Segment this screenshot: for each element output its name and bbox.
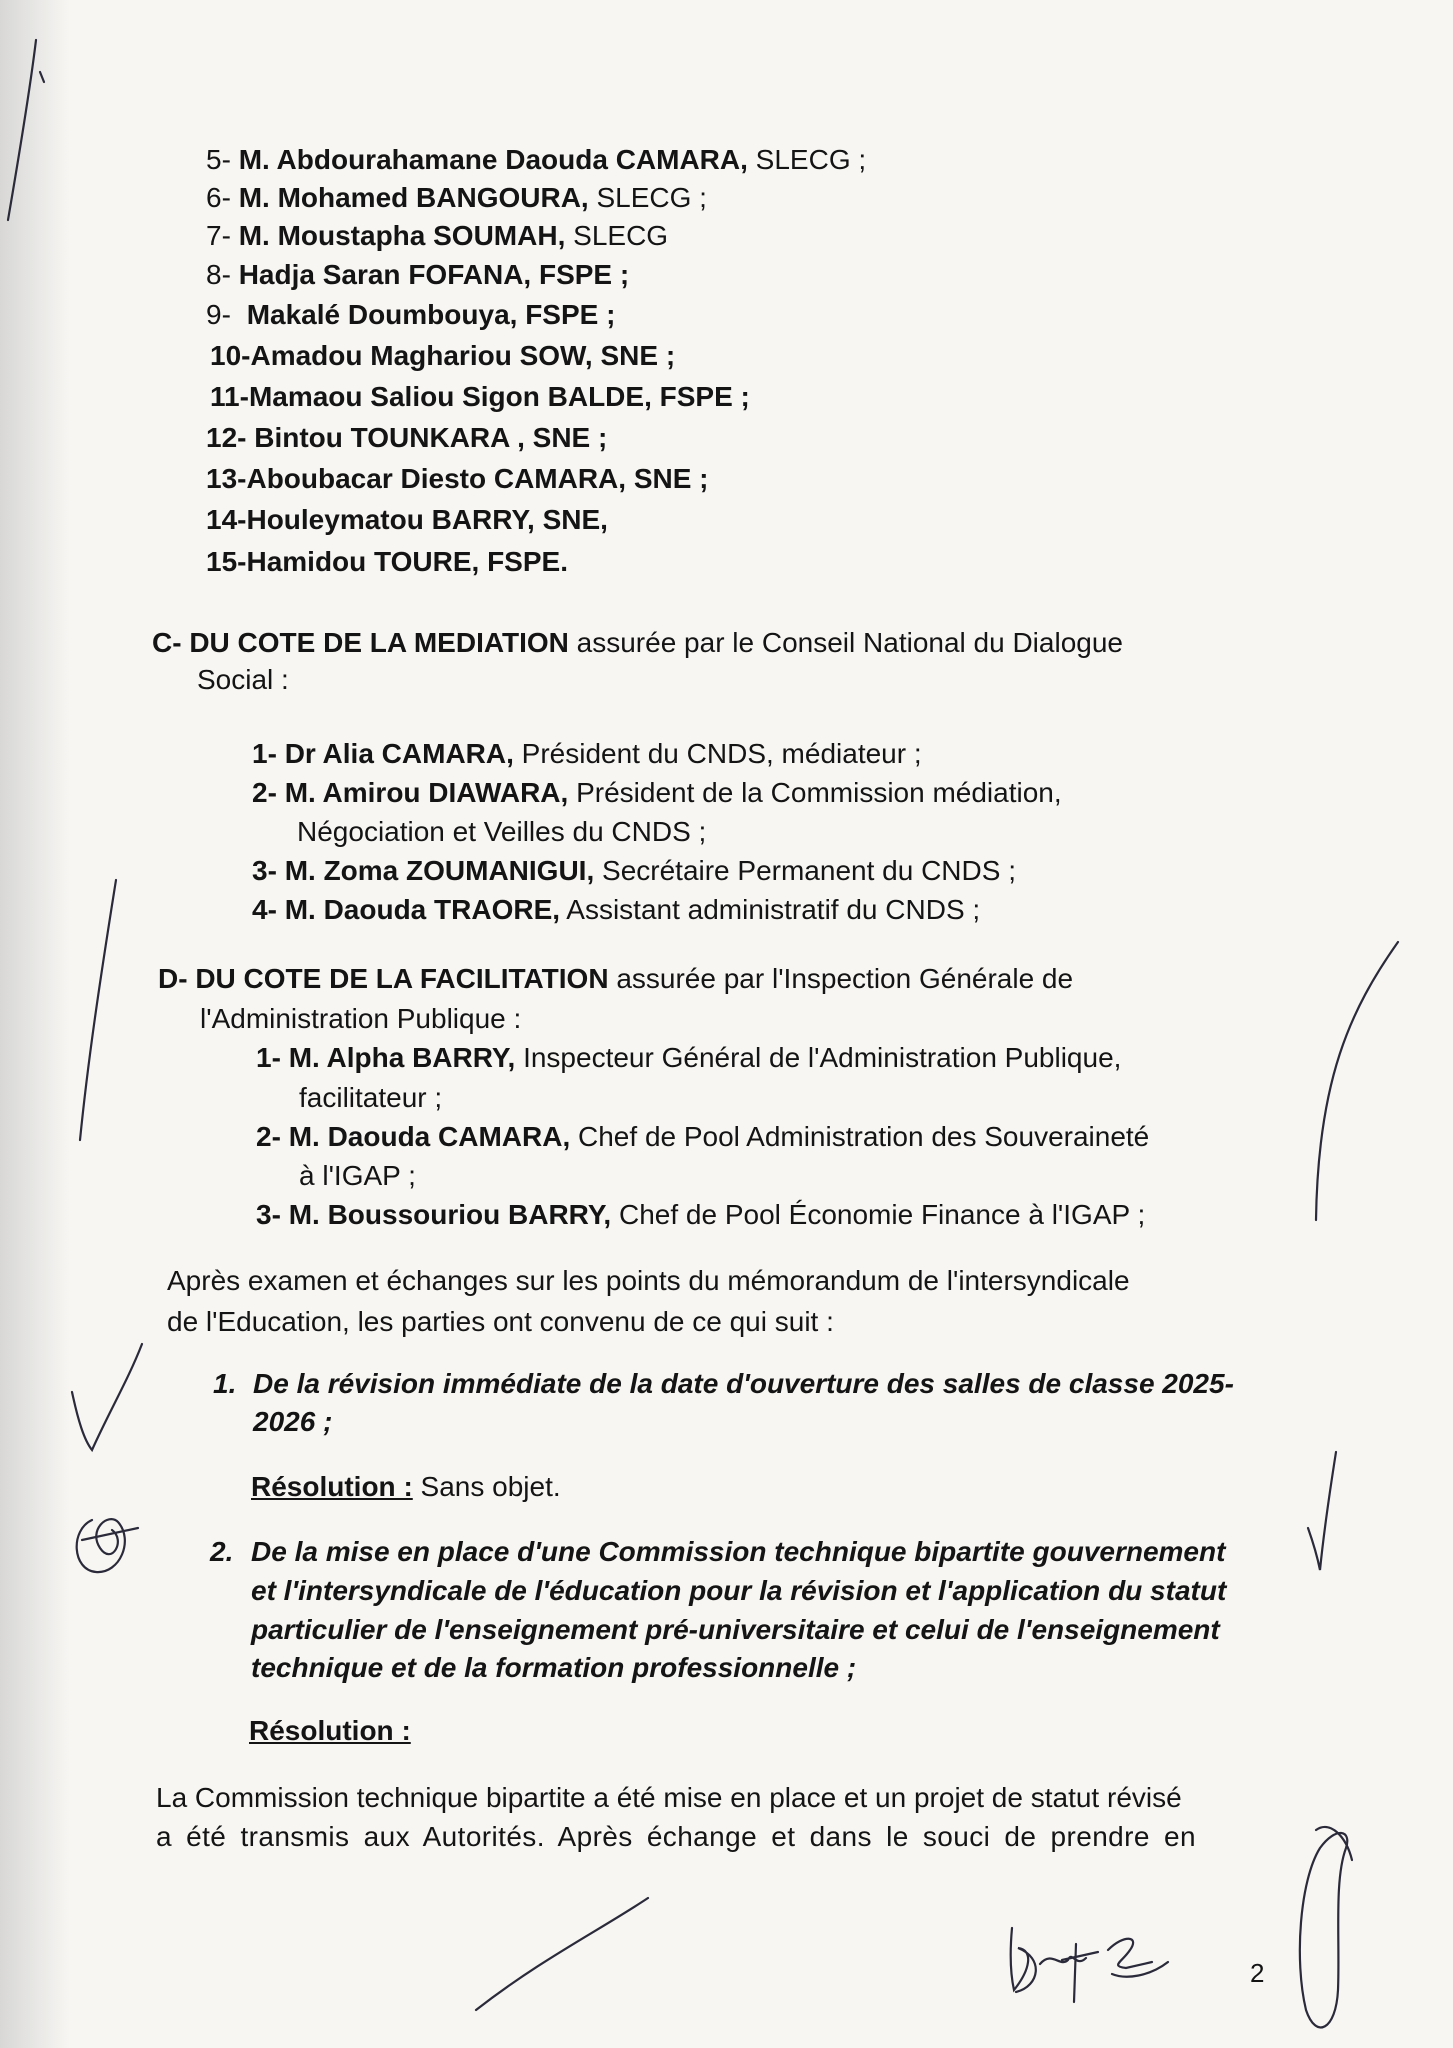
checkmark-icon [1308, 1452, 1336, 1570]
point-title-line-2: et l'intersyndicale de l'éducation pour la révision et l'application du statut [251, 1575, 1227, 1606]
list-item: 3- M. Boussouriou BARRY, Chef de Pool Économie Finance à l'IGAP ; [256, 1199, 1146, 1230]
page-number: 2 [1250, 1958, 1265, 1988]
initials-scribble [77, 1519, 125, 1572]
point-title-line-1: De la révision immédiate de la date d'ouverture des salles de classe 2025- [253, 1368, 1234, 1399]
point-title-line-1: De la mise en place d'une Commission technique bipartite gouvernement [251, 1536, 1226, 1567]
intro-line-2: de l'Education, les parties ont convenu de ce qui suit : [167, 1306, 834, 1337]
signature-2 [1108, 1939, 1168, 1977]
list-item: 6- M. Mohamed BANGOURA, SLECG ; [206, 182, 707, 213]
list-item: 1- M. Alpha BARRY, Inspecteur Général de l'Administration Publique, [256, 1042, 1122, 1073]
list-item: 15-Hamidou TOURE, FSPE. [206, 546, 568, 577]
checkmark-icon [72, 1344, 142, 1450]
signature-stroke [476, 1898, 648, 2010]
margin-stroke [80, 880, 116, 1140]
list-item: 2- M. Daouda CAMARA, Chef de Pool Administration des Souveraineté [256, 1121, 1150, 1152]
section-heading-cont: Social : [197, 664, 289, 695]
section-heading: C- DU COTE DE LA MEDIATION assurée par le Conseil National du Dialogue [152, 627, 1123, 658]
list-item: 13-Aboubacar Diesto CAMARA, SNE ; [206, 463, 709, 494]
signature-1 [1011, 1928, 1098, 2002]
list-item: 10-Amadou Maghariou SOW, SNE ; [210, 340, 676, 371]
section-heading-cont: l'Administration Publique : [200, 1003, 522, 1034]
list-item: 4- M. Daouda TRAORE, Assistant administratif du CNDS ; [252, 894, 981, 925]
list-item-cont: à l'IGAP ; [299, 1160, 416, 1191]
point-title-line-2: 2026 ; [253, 1406, 333, 1437]
list-item: 7- M. Moustapha SOUMAH, SLECG [206, 220, 669, 251]
margin-stroke [1316, 942, 1398, 1220]
list-item-cont: facilitateur ; [299, 1082, 443, 1113]
list-item: 3- M. Zoma ZOUMANIGUI, Secrétaire Permanent du CNDS ; [252, 855, 1016, 886]
resolution: Résolution : Sans objet. [251, 1471, 561, 1502]
list-item: 1- Dr Alia CAMARA, Président du CNDS, médiateur ; [252, 738, 922, 769]
list-item: 14-Houleymatou BARRY, SNE, [206, 504, 608, 535]
list-item: 5- M. Abdourahamane Daouda CAMARA, SLECG ; [206, 144, 867, 175]
resolution: Résolution : [249, 1715, 411, 1746]
point-number: 1. [213, 1368, 237, 1399]
closing-line-1: La Commission technique bipartite a été mise en place et un projet de statut révisé [156, 1782, 1182, 1813]
closing-line-2: a été transmis aux Autorités. Après échange et dans le souci de prendre en [156, 1821, 1196, 1852]
section-heading: D- DU COTE DE LA FACILITATION assurée par l'Inspection Générale de [158, 963, 1074, 994]
point-title-line-3: particulier de l'enseignement pré-universitaire et celui de l'enseignement [251, 1614, 1220, 1645]
margin-stroke [8, 40, 36, 220]
list-item: 9- Makalé Doumbouya, FSPE ; [206, 299, 616, 330]
intro-line-1: Après examen et échanges sur les points du mémorandum de l'intersyndicale [167, 1265, 1130, 1296]
signature-loop [1300, 1833, 1347, 2027]
list-item: 8- Hadja Saran FOFANA, FSPE ; [206, 259, 630, 290]
list-item: 12- Bintou TOUNKARA , SNE ; [206, 422, 608, 453]
list-item-cont: Négociation et Veilles du CNDS ; [297, 816, 707, 847]
list-item: 2- M. Amirou DIAWARA, Président de la Commission médiation, [252, 777, 1062, 808]
point-number: 2. [210, 1536, 234, 1567]
point-title-line-4: technique et de la formation professionnelle ; [251, 1652, 857, 1683]
list-item: 11-Mamaou Saliou Sigon BALDE, FSPE ; [210, 381, 750, 412]
